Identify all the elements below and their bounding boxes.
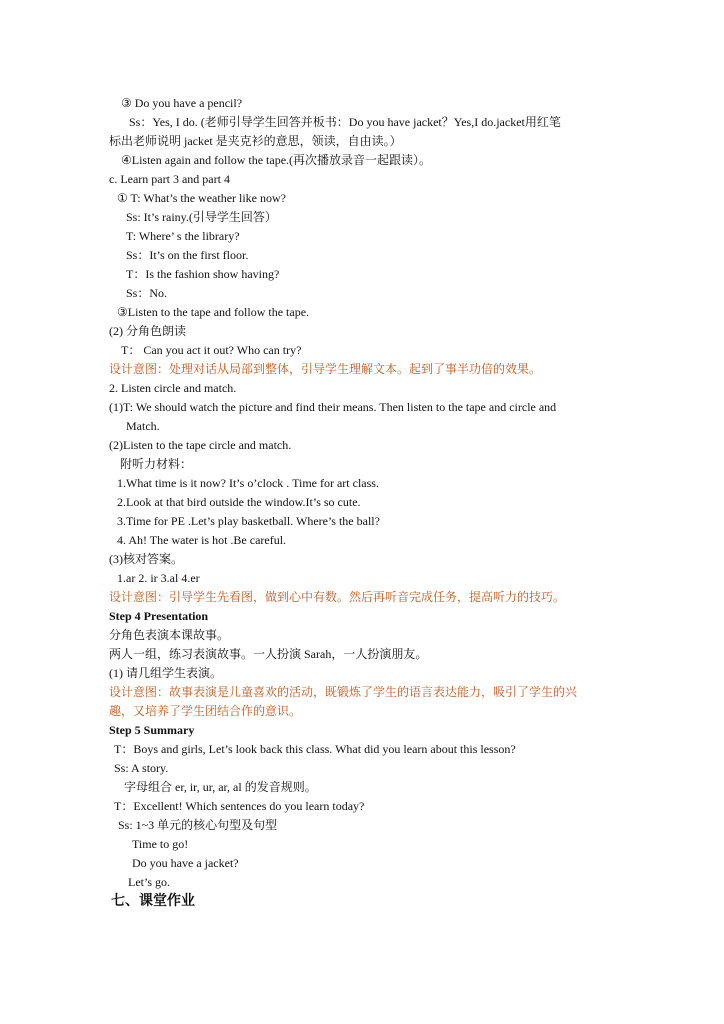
- design-intent-line: 设计意图：引导学生先看图，做到心中有数。然后再听音完成任务，提高听力的技巧。: [109, 590, 566, 604]
- text-line: T：Is the fashion show having?: [126, 267, 280, 281]
- section-heading: 七、课堂作业: [111, 894, 195, 909]
- text-line: Ss：Yes, I do. (老师引导学生回答并板书：Do you have jacket？Yes,I do.jacket用红笔: [129, 115, 561, 129]
- text-line: Let’s go.: [128, 875, 170, 889]
- text-line: Ss: It’s rainy.(引导学生回答）: [126, 210, 277, 224]
- text-line: 3.Time for PE .Let’s play basketball. Where’s the ball?: [117, 514, 380, 528]
- text-line: (1)T: We should watch the picture and find their means. Then listen to the tape and circle and: [109, 400, 557, 414]
- text-line: 1.ar 2. ir 3.al 4.er: [117, 571, 200, 585]
- text-line: 2.Look at that bird outside the window.It’s so cute.: [117, 495, 361, 509]
- text-line: T： Can you act it out? Who can try?: [121, 343, 302, 357]
- text-line: 分角色表演本课故事。: [109, 628, 230, 642]
- text-line: Time to go!: [132, 837, 189, 851]
- text-line: 2. Listen circle and match.: [109, 381, 237, 395]
- design-intent-line: 设计意图：处理对话从局部到整体，引导学生理解文本。起到了事半功倍的效果。: [109, 362, 542, 376]
- text-line: Ss: A story.: [114, 761, 169, 775]
- text-line: ③ Do you have a pencil?: [121, 96, 243, 110]
- step-heading: Step 5 Summary: [109, 723, 195, 737]
- text-line: ① T: What’s the weather like now?: [117, 191, 287, 205]
- text-line: Do you have a jacket?: [132, 856, 239, 870]
- text-line: Ss: 1~3 单元的核心句型及句型: [118, 818, 278, 832]
- text-line: 4. Ah! The water is hot .Be careful.: [117, 533, 287, 547]
- design-intent-line: 趣，又培养了学生团结合作的意识。: [109, 704, 302, 718]
- text-line: Match.: [126, 419, 160, 433]
- text-line: 附听力材料：: [120, 457, 193, 471]
- text-line: 1.What time is it now? It’s o’clock . Time for art class.: [117, 476, 379, 490]
- text-line: 标出老师说明 jacket 是夹克衫的意思，领读，自由读。）: [109, 134, 402, 148]
- text-line: Ss：No.: [126, 286, 168, 300]
- text-line: Ss：It’s on the first floor.: [126, 248, 249, 262]
- text-line: 字母组合 er, ir, ur, ar, al 的发音规则。: [124, 780, 317, 794]
- design-intent-line: 设计意图：故事表演是儿童喜欢的活动，既锻炼了学生的语言表达能力，吸引了学生的兴: [109, 685, 578, 699]
- text-line: c. Learn part 3 and part 4: [109, 172, 230, 186]
- text-line: ③Listen to the tape and follow the tape.: [117, 305, 310, 319]
- text-line: (3)核对答案。: [109, 552, 183, 566]
- text-line: T：Boys and girls, Let’s look back this class. What did you learn about this lesson?: [114, 742, 516, 756]
- text-line: ④Listen again and follow the tape.(再次播放录音一起跟读）。: [121, 153, 432, 167]
- text-line: 两人一组，练习表演故事。一人扮演 Sarah，一人扮演朋友。: [109, 647, 428, 661]
- text-line: T：Excellent! Which sentences do you learn today?: [114, 799, 365, 813]
- text-line: (2)Listen to the tape circle and match.: [109, 438, 292, 452]
- text-line: T: Where’ s the library?: [126, 229, 240, 243]
- text-line: (1) 请几组学生表演。: [109, 666, 222, 680]
- step-heading: Step 4 Presentation: [109, 609, 209, 623]
- text-line: (2) 分角色朗读: [109, 324, 186, 338]
